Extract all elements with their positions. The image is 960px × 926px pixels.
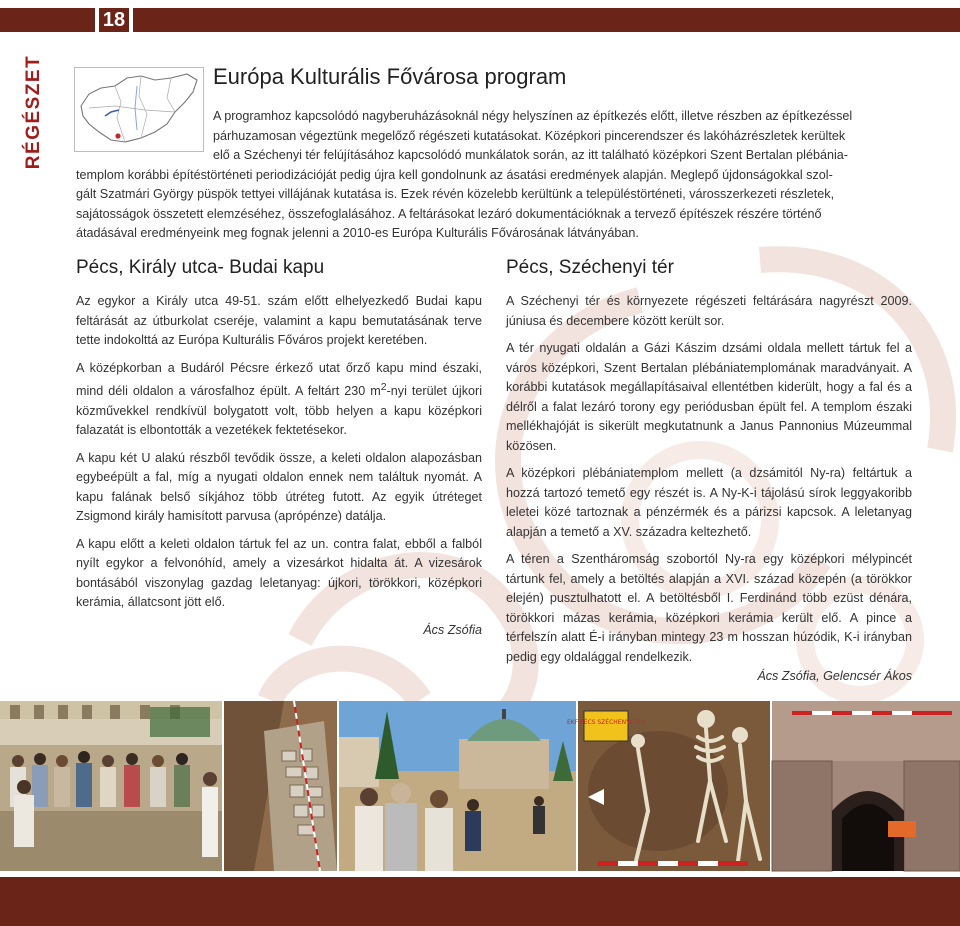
photo-excavation-visitors [0,701,222,871]
intro-line: átadásával eredményeink meg fognak jelenni a 2010-es Európa Kulturális Fővárosának látványában. [76,226,639,240]
intro-line: párhuzamosan végeztünk megelőző régészeti kutatásokat. Középkori pincerendszer és lakóházrészletek kerültek [213,128,846,143]
cellar-image [772,701,960,871]
photo-strip [0,701,960,871]
photo-gate-wall-excavation [224,701,337,871]
article-title: Európa Kulturális Fővárosa program [213,64,567,89]
top-bar [0,8,960,32]
right-signature: Ács Zsófia, Gelencsér Ákos [757,669,912,683]
intro-line: elő a Széchenyi tér felújításához kapcsolódó munkálatok során, az itt található középkori Szent Bertalan plébánia- [213,148,848,162]
left-signature: Ács Zsófia [423,622,482,637]
photo-skeletons [566,701,770,871]
section-label: RÉGÉSZET [23,54,44,170]
skeletons-image [566,701,770,871]
right-paragraph: A középkori plébániatemplom mellett (a dzsámitól Ny-ra) feltártuk a hozzá tartozó temető egy részét is. A Ny-K-i tájolású sírok leggyakoribb leletei közé tartoznak a pénzérmék és a párizsi kapcsok. A leletanyag alapján a temető a XV. századra keltezhető. [506,466,912,539]
left-column [76,256,482,648]
right-paragraph: A Széchenyi tér és környezete régészeti feltárására nagyrészt 2009. júniusa és decembere között került sor. [506,294,912,328]
intro-paragraph [76,107,910,244]
bottom-bar [0,877,960,926]
superscript: 2 [380,381,387,393]
excavation-visitors-image [0,701,222,871]
intro-line: templom korábbi építéstörténeti periodizációját pedig újra kell gondolnunk az ásatási eredmények alapján. Meglepő újdonságokkal szol- [76,167,833,182]
right-paragraph: A tér nyugati oldalán a Gázi Kászim dzsámi oldala mellett tártuk fel a város középkori, Szent Bertalan plébániatemplomának maradványait. A korábbi kutatások megállapításaival ellentétben kiderült, hogy a fal és a délről a falat lezáró torony egy periódusban épült fel. A templom északi mellékhajóját is sikerült megkutatnunk a Janus Pannonius Múzeummal közösen. [506,341,912,453]
left-paragraph: A kapu előtt a keleti oldalon tártuk fel az un. contra falat, ebből a falból nyílt egykor a felvonóhíd, amely a vizesárkot hidalta át. A vizesárok bontásából viszonylag gazdag leletanyag: újkori, törökkori, középkori kerámia, állatcsont jött elő. [76,536,482,610]
mosque-square-image [339,701,576,871]
right-column-title: Pécs, Széchenyi tér [506,257,674,278]
photo-cellar [772,701,960,871]
left-paragraph: Az egykor a Király utca 49-51. szám előtt elhelyezkedő Budai kapu feltárását az útburkolat cseréje, valamint a kapu bemutatásának terve tette indokolttá az Európa Kulturális Főváros projekt keretében. [76,294,482,347]
gate-wall-excavation-image [224,701,337,871]
intro-line: A programhoz kapcsolódó nagyberuházásoknál négy helyszínen az építkezés előtt, illetve részben az építkezéssel [213,109,853,123]
page-number: 18 [99,8,129,32]
left-paragraph [76,359,482,441]
photo-mosque-square [339,701,576,871]
intro-line: sajátosságok összetett elemzéséhez, összefoglalásához. A feltárásokat lezáró dokumentációknak a tervező építészek részére történő [76,206,822,221]
right-paragraph: A téren a Szentháromság szobortól Ny-ra egy középkori mélypincét tártunk fel, amely a betöltés alapján a XVI. század közepén (a törökkor elején) pusztulhatott el. A betöltésből I. Ferdinánd több ezüst dénára, törökkori mázas kerámia, középkori kerámia került elő. A pince a térfelszín alatt É-i irányban mintegy 23 m hosszan húzódik, K-i irányban pedig egy oldalággal rendelkezik. [506,552,912,664]
right-column [506,256,912,695]
intro-line: gált Szatmári György püspök tettyei villájának kutatása is. Ezek révén közelebb kerültünk a településtörténeti, városszerkezeti részletek, [76,187,835,201]
left-column-title: Pécs, Király utca- Budai kapu [76,257,325,278]
left-paragraph-text: -nyi terület újkori közművekkel rendkívül bolygatott volt, több helyen a kapu középkori falazatát is elbontották a vezetékek fektetésekor. [76,384,483,438]
skeleton-sign-text: EKF PÉCS SZÉCHENYI TÉR [566,719,646,726]
left-paragraph-text: A középkorban a Budáról Pécsre érkező utat őrző kapu mind északi, mind déli oldalon a városfalhoz épült. A feltárt 230 m [76,360,482,399]
left-paragraph: A kapu két U alakú részből tevődik össze, a keleti oldalon alapozásban egybeépült a fal, míg a nyugati oldalon ennek nem találtuk nyomát. A kapu falának belső síkjához több útréteg futott. Az egyik útréteget Zsigmond király hamisított parvusa (aprópénze) datálja. [76,450,482,524]
